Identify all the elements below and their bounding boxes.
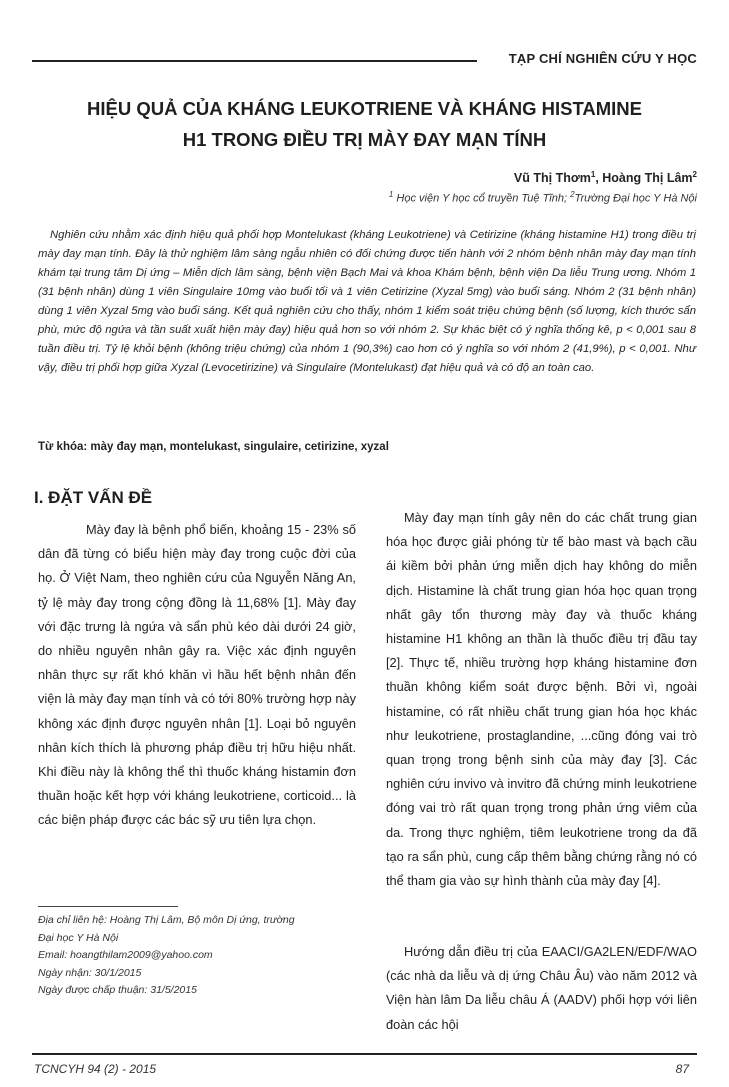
abstract: Nghiên cứu nhằm xác định hiệu quả phối hợp Montelukast (kháng Leukotriene) và Cetirizine (kháng histamine H1) trong điều trị mày đay mạn tính. Đây là thử nghiệm lâm sàng ngẫu nhiên có đối chứng được tiến hành với 2 nhóm bệnh nhân mày đay mạn tính khám tại trung tâm Dị ứng – Miễn dịch lâm sàng, bệnh viện Bạch Mai và khoa Khám bệnh, bệnh viện Da liễu Trung ương. Nhóm 1 (31 bệnh nhân) dùng 1 viên Singulaire 10mg vào buổi tối và 1 viên Cetirizine (Xyzal 5mg) vào buổi sáng. Nhóm 2 (31 bệnh nhân) dùng 1 viên Xyzal 5mg vào buổi sáng. Kết quả nghiên cứu cho thấy, nhóm 1 kiểm soát triệu chứng bệnh (số lượng, kích thước sẩn phù, mức độ ngứa và tần suất xuất hiện mày đay) hiệu quả hơn so với nhóm 2. Sự khác biệt có ý nghĩa thống kê, p < 0,001 sau 8 tuần điều trị. Tỷ lệ khỏi bệnh (không triệu chứng) của nhóm 1 (90,3%) cao hơn có ý nghĩa so với nhóm 2 (41,9%), p < 0,001. Như vậy, điều trị phối hợp giữa Xyzal (Levocetirizine) và Singulaire (Montelukast) đạt hiệu quả và có độ an toàn cao.	[38, 229, 696, 374]
footnote-contact: Địa chỉ liên hệ: Hoàng Thị Lâm, Bộ môn Dị ứng, trường	[38, 914, 295, 926]
header-rule	[32, 60, 477, 62]
title-line-1: HIỆU QUẢ CỦA KHÁNG LEUKOTRIENE VÀ KHÁNG HISTAMINE	[86, 98, 642, 119]
body-right-column-2: Hướng dẫn điều trị của EAACI/GA2LEN/EDF/WAO (các nhà da liễu và dị ứng Châu Âu) vào năm 2012 và Viện hàn lâm Da liễu châu Á (AADV) phối hợp với liên đoàn các hội	[386, 944, 697, 1032]
section-heading: I. ĐẶT VẤN ĐỀ	[34, 488, 153, 507]
affiliations	[389, 190, 697, 205]
authors: Vũ Thị Thơm$^1$, Hoàng Thị Lâm$^2$	[513, 170, 697, 186]
article-title	[32, 93, 697, 155]
body-right-column-1: Mày đay mạn tính gây nên do các chất trung gian hóa học được giải phóng từ tế bào mast và bạch cầu ái kiềm bởi phản ứng miễn dịch hay không do miễn dịch. Histamine là chất trung gian hóa học quan trọng nhất gây tổn thương mày đay và thuốc kháng histamine H1 không an thần là thuốc điều trị đầu tay [2]. Thực tế, nhiều trường hợp kháng histamine đơn thuần không kiểm soát được bệnh. Bởi vì, ngoài histamine, có rất nhiều chất trung gian hóa học khác như leukotriene, prostaglandine, ...cũng đóng vai trò quan trọng trong bệnh sinh của mày đay [3]. Các nghiên cứu invivo và invitro đã chứng minh leukotriene đóng vai trò rất quan trọng trong phản ứng viêm của da. Trong thực nghiệm, tiêm leukotriene trong da đã tạo ra sẩn phù, cung cấp thêm bằng chứng rằng nó có thể tham gia vào sự hình thành của mày đay [4].	[386, 510, 697, 889]
footer-citation: TCNCYH 94 (2) - 2015	[34, 1062, 157, 1076]
author-1: Vũ Thị Thơm	[513, 171, 591, 186]
footnote-received: Ngày nhận: 30/1/2015	[38, 966, 142, 979]
footnotes	[38, 912, 358, 1000]
keywords: Từ khóa: mày đay mạn, montelukast, singulaire, cetirizine, xyzal	[38, 441, 389, 453]
page-number: 87	[675, 1062, 689, 1076]
title-line-2: H1 TRONG ĐIỀU TRỊ MÀY ĐAY MẠN TÍNH	[182, 129, 547, 150]
footnote-accepted: Ngày được chấp thuận: 31/5/2015	[38, 984, 197, 996]
footnote-rule	[38, 906, 178, 907]
footnote-email: Email: hoangthilam2009@yahoo.com	[38, 949, 213, 961]
affil-1-mark: 1	[388, 190, 394, 199]
author-1-mark: 1	[590, 170, 596, 179]
affil-1: Học viện Y học cổ truyền Tuệ Tĩnh;	[393, 192, 571, 205]
author-2: Hoàng Thị Lâm	[602, 171, 693, 186]
affil-2-mark: 2	[570, 190, 575, 199]
author-2-mark: 2	[692, 170, 697, 179]
footnote-contact-2: Đại học Y Hà Nội	[38, 931, 119, 944]
journal-name: TẠP CHÍ NGHIÊN CỨU Y HỌC	[508, 51, 697, 66]
body-left-column: Mày đay là bệnh phổ biến, khoảng 15 - 23% số dân đã từng có biểu hiện mày đay trong cuộc đời của họ. Ở Việt Nam, theo nghiên cứu của Nguyễn Năng An, tỷ lệ mày đay trong cộng đồng là 11,68% [1]. Mày đay với đặc trưng là ngứa và sẩn phù kéo dài dưới 24 giờ, do nhiều nguyên nhân gây ra. Việc xác định nguyên nhân thực sự rất khó khăn vì hầu hết bệnh nhân đến viện là mày đay mạn tính và có tới 80% trường hợp này không xác định được nguyên nhân [1]. Loại bỏ nguyên nhân kích thích là phương pháp điều trị hữu hiệu nhất. Khi điều này là không thể thì thuốc kháng histamin đơn thuần hoặc kết hợp với kháng leukotriene, corticoid... là các biện pháp được các bác sỹ ưu tiên lựa chọn.	[38, 522, 356, 828]
affil-2: Trường Đại học Y Hà Nội	[574, 192, 697, 205]
footer-rule	[32, 1053, 697, 1055]
